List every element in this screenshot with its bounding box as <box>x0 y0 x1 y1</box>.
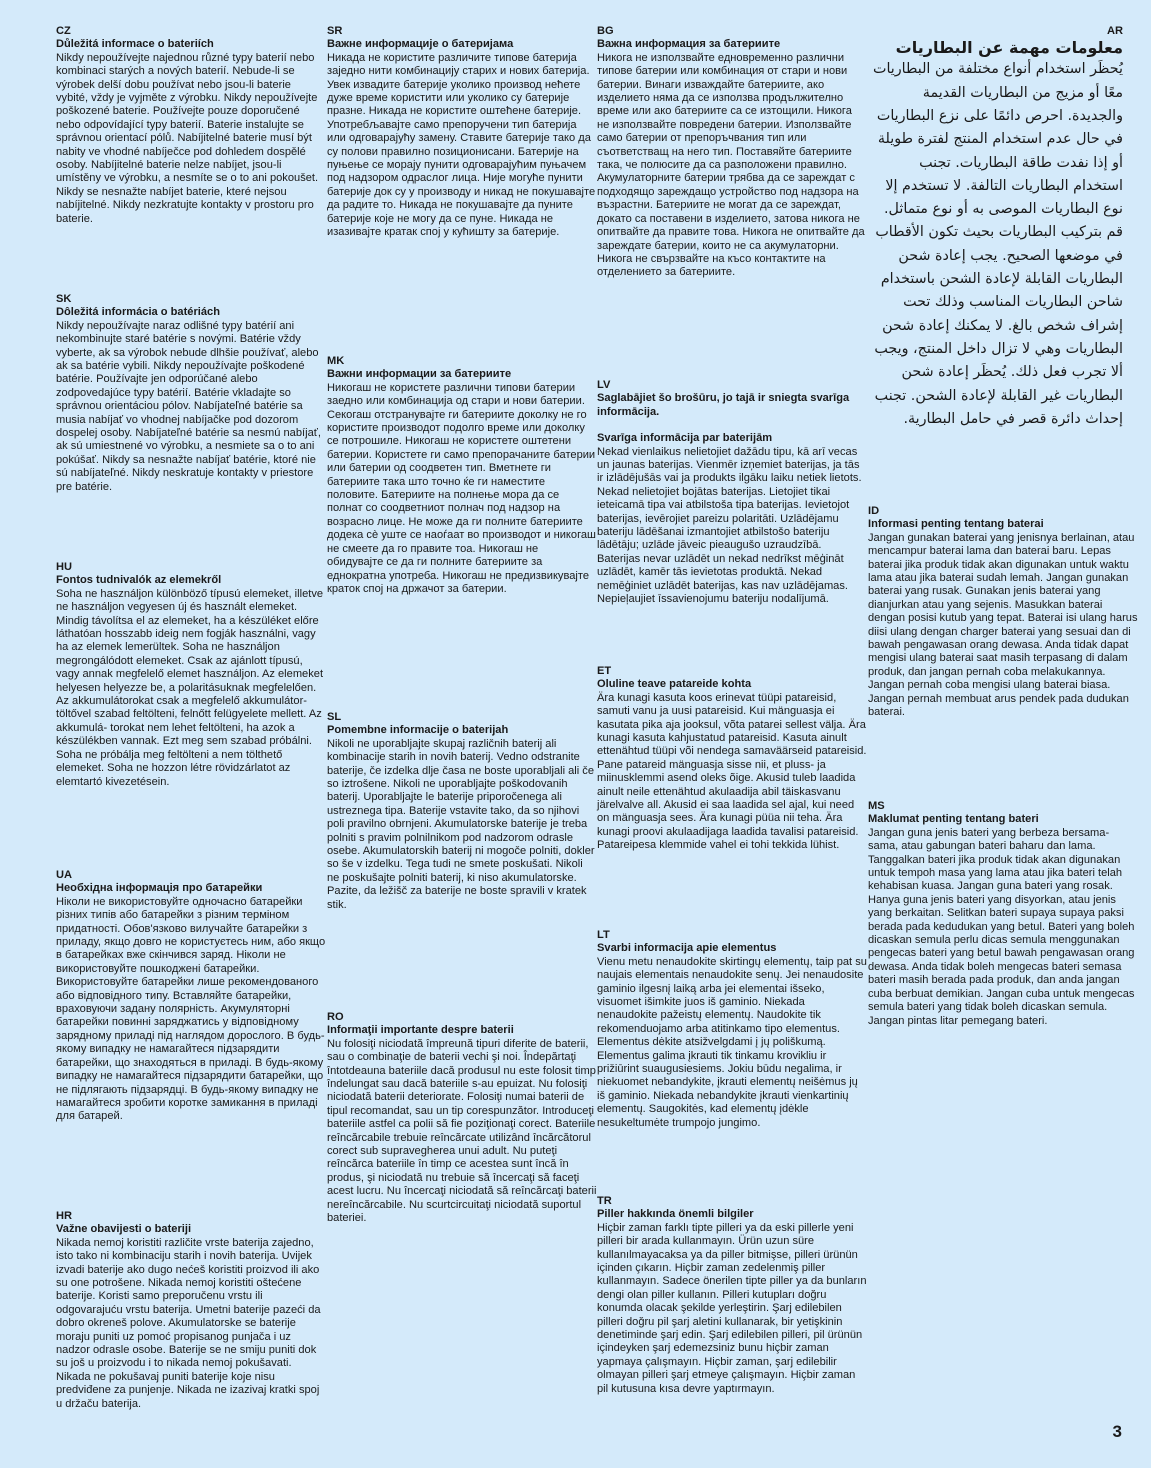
section-title: Fontos tudnivalók az elemekről <box>56 574 222 587</box>
section-title: Maklumat penting tentang bateri <box>868 813 1039 826</box>
section-body: Hiçbir zaman farklı tipte pilleri ya da eski pillerle yeni pilleri bir arada kullanmayın. Ürün uzun süre kullanılmayacaksa ya da piller bitmişse, pilleri ürünün içinden çıkarın. Hiçbir zaman zedelenmiş piller kullanmayın. Sadece önerilen tipte piller ya da bunların dengi olan piller kullanın. Pilleri kutupları doğru konumda olacak şekilde yerleştirin. Şarj edilebilen pilleri doğru pil şarj aletini kullanarak, bir yetişkinin denetiminde şarj edin. Şarj edilebilen pilleri, pil ürünün içindeyken şarj edemezsiniz bunu hiçbir zaman yapmaya çalışmayın. Hiçbir zaman, şarj edilebilir olmayan pilleri şarj etmeye çalışmayın. Hiçbir zaman pil kutusuna kısa devre yaptırmayın. <box>597 1221 867 1395</box>
section-body: Никога не използвайте едновременно различни типове батерии или комбинация от стари и нови батерии. Винаги изваждайте батериите, ако изделието няма да се използва продължително време или ако батериите са се изтощили. Никога не използвайте повредени батерии. Използвайте само батерии от препоръчвания тип или съответстващ на него тип. Поставяйте батериите така, че полюсите да са разположени правилно. Акумулаторните батерии трябва да се зареждат с подходящо зареждащо устройство под надзора на възрастни. Батериите не могат да се зареждат, докато са поставени в изделието, затова никога не опитвайте да правите това. Никога не опитвайте да зареждате батерии, които не са акумулаторни. Никога не свързвайте на късо контактите на отделението за батериите. <box>597 51 865 279</box>
section-title: Informasi penting tentang baterai <box>868 518 1044 531</box>
section-body: Никада не користите различите типове батерија заједно нити комбинацију старих и нових батерија. Увек извадите батерије уколико производ нећете дуже време користити или уколико су батерије празне. Никада не користите оштећене батерије. Употребљавајте само препоручени тип батерија или одговарајућу замену. Ставите батерије тако да су полови правилно позиционисани. Батерије на пуњење се морају пунити одговарајућим пуњачем под надзором одраслог лица. Није могуће пунити батерије док су у производу и никад не покушавајте да радите то. Никада не покушавајте да пуните батерије које не могу да се пуне. Никада не изазивајте кратак спој у кућишту за батерије. <box>327 51 596 239</box>
language-code: SL <box>327 711 342 723</box>
section-title: Важне информације о батеријама <box>327 38 514 51</box>
section-body: Ніколи не використовуйте одночасно батарейки різних типів або батарейки з різним терміном придатності. Обов'язково вилучайте батарейки з приладу, якщо довго не користуєтесь ним, або якщо в батарейках вже скінчився заряд. Ніколи не використовуйте пошкоджені батарейки. Використовуйте батарейки лише рекомендованого або відповідного типу. Вставляйте батарейки, враховуючи задану полярність. Акумуляторні батарейки повинні заряджатись у відповідному зарядному приладі під наглядом дорослого. В будь-якому випадку не намагайтеся підзарядити батарейки, що знаходяться в приладі. В будь-якому випадку не намагайтеся підзарядити батарейки, що не підлягають підзарядці. В будь-якому випадку не намагайтеся зробити коротке замикання в приладі для батарей. <box>56 895 326 1123</box>
section-body: Vienu metu nenaudokite skirtingų elementų, taip pat su naujais elementais nenaudokite senų. Jei nenaudosite gaminio ilgesnį laiką arba jei elementai išseko, visuomet išimkite juos iš gaminio. Niekada nenaudokite pažeistų elementų. Naudokite tik rekomenduojamo arba atitinkamo tipo elementus. Elementus dėkite atsižvelgdami į jų poliškumą. Elementus galima įkrauti tik tinkamu krovikliu ir prižiūrint suaugusiesiems. Jokiu būdu negalima, ir niekuomet nebandykite, įkrauti elementų neišėmus jų iš gaminio. Niekada nebandykite įkrauti vienkartinių elementų. Saugokitės, kad elementų įdėkle nesukeltumėte trumpojo jungimo. <box>597 955 867 1129</box>
section-body: Nikdy nepoužívejte najednou různé typy baterií nebo kombinaci starých a nových baterií. Nebude-li se výrobek delší dobu používat nebo jsou-li baterie vybité, vždy je vyjměte z výrobku. Nikdy nepoužívejte poškozené baterie. Používejte pouze doporučené nebo odpovídající typy baterií. Baterie instalujte se správnou orientací pólů. Nabíjitelné baterie musí být nabity ve vhodné nabíječce pod dohledem dospělé osoby. Nabíjitelné baterie nelze nabíjet, jsou-li umístěny ve výrobku, a nesmíte se o to ani pokoušet. Nikdy se nesnažte nabíjet baterie, které nejsou nabíjitelné. Nikdy nezkratujte kontakty v prostoru pro baterie. <box>56 51 319 225</box>
language-code: BG <box>597 25 614 37</box>
language-code: TR <box>597 1195 612 1207</box>
section-title: Svarīga informācija par baterijām <box>597 432 773 445</box>
section-hu <box>56 561 326 789</box>
page-number: 3 <box>1112 1422 1122 1441</box>
section-body: Jangan guna jenis bateri yang berbeza bersama-sama, atau gabungan bateri baharu dan lama. Tanggalkan bateri jika produk tidak akan digunakan untuk tempoh masa yang lama atau jika bateri telah kehabisan kuasa. Jangan guna bateri yang rosak. Hanya guna jenis bateri yang disyorkan, atau jenis yang berkaitan. Selitkan bateri supaya supaya paksi berada pada kedudukan yang betul. Bateri yang boleh dicaskan semula perlu dicas semula menggunakan pengecas bateri yang betul bawah pengawasan orang dewasa. Anda tidak boleh mengecas bateri semasa bateri masih berada pada produk, dan anda jangan cuba berbuat demikian. Jangan cuba untuk mengecas semula bateri yang tidak boleh dicaskan semula. Jangan pintas litar pemegang bateri. <box>868 826 1135 1027</box>
language-code: UA <box>56 869 73 881</box>
section-body: Nikoli ne uporabljajte skupaj različnih baterij ali kombinacije starih in novih baterij. Vedno odstranite baterije, če izdelka dlje časa ne boste uporabljali ali če so iztrošene. Nikoli ne uporabljajte poškodovanih baterij. Uporabljajte le baterije priporočenega ali ustreznega tipa. Baterije vstavite tako, da so njihovi poli pravilno obrnjeni. Akumulatorske baterije je treba polniti s pravim polnilnikom pod nadzorom odrasle osebe. Akumulatorskih baterij ni mogoče polniti, dokler so še v izdelku. Tega tudi ne smete poskušati. Nikoli ne poskušajte polniti baterij, ki niso akumulatorske. Pazite, da ležišč za baterije ne boste spravili v kratek stik. <box>327 737 595 911</box>
section-body: Nikdy nepoužívajte naraz odlišné typy batérií ani nekombinujte staré batérie s novými. Batérie vždy vyberte, ak sa výrobok nebude dlhšie používať, alebo ak sa batérie vybili. Nikdy nepoužívajte poškodené batérie. Používajte jen odporúčané alebo zodpovedajúce typy batérií. Batérie vkladajte so správnou orientáciou pólov. Nabíjateľné batérie sa musia nabíjať vo vhodnej nabíjačke pod dozorom dospelej osoby. Nabíjateľné batérie sa nesmú nabíjať, ak sú umiestnené vo výrobku, a nesmiete sa o to ani pokúšať. Nikdy sa nesnažte nabíjať batérie, ktoré nie sú nabíjateľné. Nikdy neskratuje kontakty v priestore pre batérie. <box>56 319 321 493</box>
section-title: Важни информации за батериите <box>327 368 512 381</box>
section-ar <box>868 25 1123 431</box>
section-lv <box>597 379 867 607</box>
section-et <box>597 665 867 853</box>
section-body: Soha ne használjon különböző típusú elemeket, illetve ne használjon vegyesen új és használt elemeket. Mindig távolítsa el az elemeket, ha a készüléket előre láthatóan hosszabb ideig nem fogják használni, vagy ha az elemek lemerültek. Soha ne használjon megrongálódott elemeket. Csak az ajánlott típusú, vagy annak megfelelő elemet használjon. Az elemeket helyesen helyezze be, a polaritásuknak megfelelően. Az akkumulátorokat csak a megfelelő akkumulátor- töltővel szabad feltölteni, felnőtt felügyelete mellett. Az akkumulá- torokat nem lehet feltölteni, ha azok a készülékben vannak. Ezt meg sem szabad próbálni. Soha ne próbálja meg feltölteni a nem tölthető elemeket. Soha ne hozzon létre rövidzárlatot az elemtartó kivezetésein. <box>56 587 324 788</box>
section-body: Nekad vienlaikus nelietojiet dažādu tipu, kā arī vecas un jaunas baterijas. Vienmēr izņemiet baterijas, ja tās ir izlādējušās vai ja produkts ilgāku laiku netiek lietots. Nekad nelietojiet bojātas baterijas. Lietojiet tikai ieteicamā tipa vai atbilstoša tipa baterijas. Ievietojot baterijas, ievērojiet pareizu polaritāti. Uzlādējamu bateriju lādēšanai izmantojiet atbilstošo bateriju lādētāju; uzlāde jāveic pieaugušo uzraudzībā. Baterijas nevar uzlādēt un nekad nedrīkst mēģināt uzlādēt, kamēr tās ievietotas produktā. Nekad nemēģiniet uzlādēt baterijas, kas nav uzlādējamas. Nepieļaujiet īssavienojumu bateriju nodalījumā. <box>597 445 862 606</box>
section-cz <box>56 25 326 226</box>
language-code: LT <box>597 929 610 941</box>
language-code: ID <box>868 505 880 517</box>
section-title: Важна информация за батериите <box>597 38 781 51</box>
section-lt <box>597 929 867 1130</box>
section-bg <box>597 25 867 280</box>
section-sl <box>327 711 597 912</box>
section-body: يُحظَر استخدام أنواع مختلفة من البطاريات معًا أو مزيج من البطاريات القديمة والجديدة. احرص دائمًا على نزع البطاريات في حال عدم استخدام المنتج لفترة طويلة أو إذا نفدت طاقة البطاريات. تجنب استخدام البطاريات التالفة. لا تستخدم إلا نوع البطاريات الموصى به أو نوع متماثل. قم بتركيب البطاريات بحيث تكون الأقطاب في موضعها الصحيح. يجب إعادة شحن البطاريات القابلة لإعادة الشحن باستخدام شاحن البطاريات المناسب وذلك تحت إشراف شخص بالغ. لا يمكنك إعادة شحن البطاريات وهي لا تزال داخل المنتج، ويجب ألا تجرب فعل ذلك. يُحظَر إعادة شحن البطاريات غير القابلة لإعادة الشحن. تجنب إحداث دائرة قصر في حامل البطارية. <box>872 61 1123 427</box>
section-sr <box>327 25 597 240</box>
section-title: Необхідна інформація про батарейки <box>56 882 263 895</box>
section-title: Pomembne informacije o baterijah <box>327 724 509 737</box>
language-code: RO <box>327 1011 344 1023</box>
section-title: Piller hakkında önemli bilgiler <box>597 1208 754 1221</box>
section-hr <box>56 1210 326 1411</box>
section-tr <box>597 1195 867 1396</box>
section-mk <box>327 355 597 596</box>
section-body: Nu folosiţi niciodată împreună tipuri diferite de baterii, sau o combinaţie de baterii vechi şi noi. Îndepărtaţi întotdeauna bateriile dacă produsul nu este folosit timp îndelungat sau dacă bateriile s-au epuizat. Nu folosiţi niciodată baterii deteriorate. Folosiţi numai baterii de tipul recomandat, sau un tip corespunzător. Introduceţi bateriile astfel ca polii să fie poziţionaţi corect. Bateriile reîncărcabile trebuie reîncărcate utilizând încărcătorul corect sub supravegherea unui adult. Nu puteţi reîncărca bateriile în timp ce acestea sunt încă în produs, şi niciodată nu trebuie să încercaţi să faceţi acest lucru. Nu încercaţi niciodată să reîncărcaţi baterii nereîncărcabile. Nu scurtcircuitaţi niciodată suportul bateriei. <box>327 1037 597 1225</box>
section-title: Dôležitá informácia o batériách <box>56 306 220 319</box>
section-body: Jangan gunakan baterai yang jenisnya berlainan, atau mencampur baterai lama dan baterai baru. Lepas baterai jika produk tidak akan digunakan untuk waktu lama atau jika baterai sudah lemah. Jangan gunakan baterai yang rusak. Gunakan jenis baterai yang dianjurkan atau yang sejenis. Masukkan baterai dengan posisi kutub yang tepat. Baterai isi ulang harus diisi ulang dengan charger baterai yang sesuai dan di bawah pengawasan orang dewasa. Anda tidak dapat mengisi ulang baterai saat masih terpasang di dalam produk, dan jangan pernah coba melakukannya. Jangan pernah coba mengisi ulang baterai biasa. Jangan pernah membuat arus pendek pada dudukan baterai. <box>868 531 1138 719</box>
language-code: HR <box>56 1210 73 1222</box>
section-title: Důležitá informace o bateriích <box>56 38 214 51</box>
language-code: SK <box>56 293 72 305</box>
language-code: MS <box>868 800 885 812</box>
section-ro <box>327 1011 597 1226</box>
language-code: LV <box>597 379 611 391</box>
section-body: Ära kunagi kasuta koos erinevat tüüpi patareisid, samuti vanu ja uusi patareisid. Kui mänguasja ei kasutata pika aja jooksul, võta patarei sellest välja. Ära kunagi kasuta kahjustatud patareisid. Kasuta ainult ettenähtud tüüpi või nendega samaväärseid patareisid. Pane patareid mänguasja sisse nii, et pluss- ja miinusklemmi asend oleks õige. Akusid tuleb laadida ainult neile ettenähtud akulaadija abil täiskasvanu järelvalve all. Akusid ei saa laadida sel ajal, kui need on mänguasja sees. Ära kunagi püüa nii teha. Ära kunagi proovi akulaadijaga laadida tavalisi patareisid. Patareipesa klemmide vahel ei tohi tekkida lühist. <box>597 691 867 852</box>
section-body: Никогаш не користете различни типови батерии заедно или комбинација од стари и нови батерии. Секогаш отстранувајте ги батериите доколку не го користите производот подолго време или доколку се потрошиле. Никогаш не користете оштетени батерии. Користете ги само препорачаните батерии или батерии од соодветен тип. Вметнете ги батериите така што точно ќе ги наместите половите. Батериите на полнење мора да се полнат со соодветниот полнач под надзор на возрасно лице. Не може да ги полните батериите додека сè уште се наоѓаат во производот и никогаш не смеете да го правите тоа. Никогаш не обидувајте се да ги полните батериите за еднократна употреба. Никогаш не предизвикувајте краток спој на држачот за батерии. <box>327 381 596 595</box>
section-title: Informaţii importante despre baterii <box>327 1024 514 1037</box>
section-ua <box>56 869 326 1124</box>
section-title: Važne obavijesti o bateriji <box>56 1223 192 1236</box>
section-title: معلومات مهمة عن البطاريات <box>895 38 1123 58</box>
language-code: ET <box>597 665 612 677</box>
section-ms <box>868 800 1138 1028</box>
section-id <box>868 505 1138 720</box>
language-code: HU <box>56 561 73 573</box>
language-code: SR <box>327 25 343 37</box>
language-code: CZ <box>56 25 71 37</box>
section-body: Nikada nemoj koristiti različite vrste baterija zajedno, isto tako ni kombinaciju starih i novih baterija. Uvijek izvadi baterije ako dugo nećeš koristiti proizvod ili ako su one potrošene. Nikada nemoj koristiti oštećene baterije. Koristi samo preporučenu vrstu ili odgovarajuću vrstu baterija. Umetni baterije pazeći da dobro okreneš polove. Akumulatorske se baterije moraju puniti uz pomoć propisanog punjača i uz nadzor odrasle osobe. Baterije se ne smiju puniti dok su još u proizvodu i to nikada nemoj pokušavati. Nikada ne pokušavaj puniti baterije koje nisu predviđene za punjenje. Nikada ne izazivaj kratki spoj u držaču baterija. <box>56 1236 321 1410</box>
language-code: AR <box>1106 25 1123 37</box>
section-sk <box>56 293 326 494</box>
section-title: Oluline teave patareide kohta <box>597 678 752 691</box>
language-code: MK <box>327 355 345 367</box>
section-title: Svarbi informacija apie elementus <box>597 942 777 955</box>
section-subtitle: Saglabājiet šo brošūru, jo tajā ir sniegta svarīga informācija. <box>597 392 850 418</box>
